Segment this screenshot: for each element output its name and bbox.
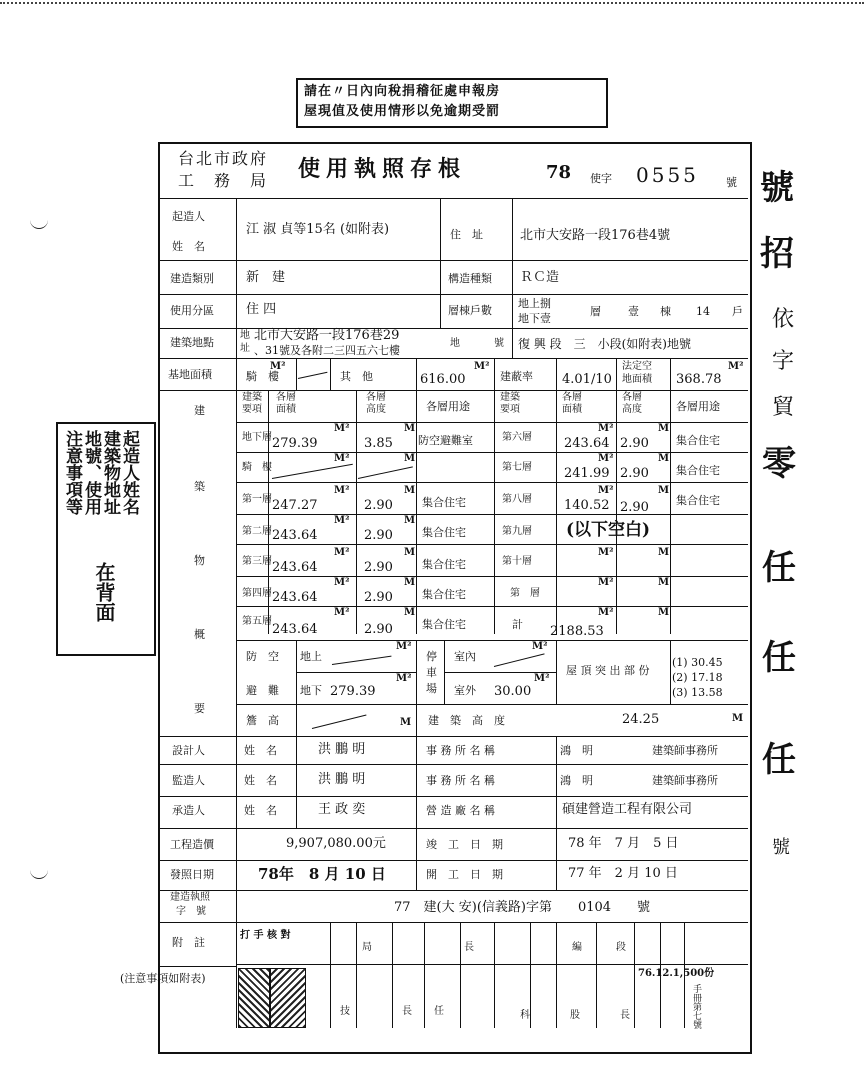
line xyxy=(416,828,417,890)
floor-height-unit: M xyxy=(404,485,416,496)
top-notice-line-2: 屋現值及使用情形以免逾期受罰 xyxy=(304,104,501,119)
line xyxy=(160,796,748,797)
header-use-left: 各層用途 xyxy=(426,400,470,413)
owner-address-value: 北市大安路一段176巷4號 xyxy=(520,228,671,243)
margin-char: 任 xyxy=(762,548,796,588)
location-label: 建築地點 xyxy=(170,336,214,349)
shelter-below-unit: M² xyxy=(396,673,412,684)
header-item-right: 建築要項 xyxy=(500,392,520,415)
location-address-1: 北市大安路一段176巷29 xyxy=(254,328,400,343)
header-area-left: 各層面積 xyxy=(276,392,296,415)
location-address-2: 、31號及各附二三四五六七樓 xyxy=(254,344,400,357)
line xyxy=(236,640,748,641)
floor-area-unit: M² xyxy=(598,577,614,588)
cost-value: 9,907,080.00元 xyxy=(286,836,386,851)
issue-value: 78年 8 月 10 日 xyxy=(258,865,386,883)
line xyxy=(160,294,748,295)
contractor-company-label: 營 造 廠 名 稱 xyxy=(426,804,495,817)
roof-value-2: (2) 17.18 xyxy=(672,671,723,684)
floor-area-unit: M² xyxy=(334,423,350,434)
issue-label: 發照日期 xyxy=(170,868,214,881)
line xyxy=(670,390,671,634)
building-side-label-4: 概 xyxy=(194,628,205,641)
start-label: 開 工 日 期 xyxy=(426,868,503,881)
floor-name: 第九層 xyxy=(502,526,532,537)
remarks-cell: 長 xyxy=(620,1010,630,1021)
legal-value: 368.78 xyxy=(676,372,722,387)
designer-office-name: 鴻 明 xyxy=(560,744,593,757)
land-number-label: 號 xyxy=(494,338,504,349)
top-notice-stamp xyxy=(296,78,608,128)
line xyxy=(670,358,671,390)
floor-height-unit: M xyxy=(658,607,670,618)
building-side-label-1: 建 xyxy=(194,404,205,417)
contractor-role: 承造人 xyxy=(172,804,205,817)
land-label: 地 xyxy=(450,338,460,349)
contractor-company-name: 碩建營造工程有限公司 xyxy=(562,802,693,817)
line xyxy=(160,890,748,891)
floor-area: 2188.53 xyxy=(550,624,604,639)
floors-unit: 層 xyxy=(590,305,601,318)
line xyxy=(512,260,513,294)
line xyxy=(296,736,297,828)
left-stamp-col-5: 在背面 xyxy=(92,562,116,622)
floor-height: 3.85 xyxy=(364,436,393,451)
floors-below: 地下壹 xyxy=(518,312,551,325)
line xyxy=(296,704,297,736)
zone-label: 使用分區 xyxy=(170,304,214,317)
line xyxy=(512,198,513,260)
left-stamp-col-2: 地號、使用 xyxy=(81,430,101,515)
floor-height: 2.90 xyxy=(364,528,393,543)
building-side-label-3: 物 xyxy=(194,554,205,567)
top-notice-line-1: 請在〃日內向稅捐稽征處申報房 xyxy=(304,84,501,99)
floor-area: 243.64 xyxy=(272,622,318,637)
owner-label-top: 起造人 xyxy=(172,210,205,223)
line xyxy=(556,358,557,390)
designer-name: 洪 鵬 明 xyxy=(318,742,366,757)
line xyxy=(296,358,297,390)
seal-stamp-2 xyxy=(270,968,306,1028)
shelter-below-label: 地下 xyxy=(300,684,322,697)
floor-height-unit: M xyxy=(658,423,670,434)
line xyxy=(160,860,748,861)
cost-label: 工程造價 xyxy=(170,838,214,851)
line xyxy=(670,640,671,704)
floor-height: 2.90 xyxy=(364,622,393,637)
margin-char: 字 xyxy=(772,349,795,374)
header-item-left: 建築要項 xyxy=(242,392,262,415)
floor-use: 集合住宅 xyxy=(422,496,466,509)
parking-indoor-label: 室內 xyxy=(454,650,476,663)
zone-value: 住 四 xyxy=(246,302,277,317)
line xyxy=(440,198,441,260)
floor-area-unit: M² xyxy=(598,485,614,496)
other-label: 其 他 xyxy=(340,370,373,383)
margin-char: 零 xyxy=(762,444,796,484)
line xyxy=(416,390,417,634)
agency-line-1: 台北市政府 xyxy=(178,149,269,168)
header-use-right: 各層用途 xyxy=(676,400,720,413)
line xyxy=(512,328,513,358)
structure-value: ＲＣ造 xyxy=(520,270,560,285)
floor-area-unit: M² xyxy=(334,547,350,558)
type-value: 新 建 xyxy=(246,270,286,285)
floor-area: 241.99 xyxy=(564,466,610,481)
line xyxy=(236,452,494,453)
line xyxy=(634,922,635,1028)
line xyxy=(416,640,417,704)
floor-name: 第二層 xyxy=(242,526,272,537)
line xyxy=(494,358,495,390)
form-number-suffix: 號 xyxy=(726,176,737,189)
completion-label: 竣 工 日 期 xyxy=(426,838,503,851)
line xyxy=(616,390,617,634)
margin-char: 號 xyxy=(772,837,790,858)
line xyxy=(556,640,557,704)
building-unit: 棟 xyxy=(660,305,671,318)
coverage-value: 4.01/10 xyxy=(562,372,612,387)
line xyxy=(356,390,357,634)
line xyxy=(556,922,557,1028)
line xyxy=(160,828,748,829)
floor-height: 2.90 xyxy=(364,498,393,513)
floor-height-unit: M xyxy=(404,577,416,588)
left-margin-mark xyxy=(30,216,48,229)
shelter-label: 防 空 xyxy=(246,650,279,663)
designer-name-label: 姓 名 xyxy=(244,744,277,757)
line xyxy=(416,736,417,828)
floor-use: 集合住宅 xyxy=(422,526,466,539)
line xyxy=(236,544,494,545)
floor-area-unit: M² xyxy=(334,485,350,496)
floor-area: 243.64 xyxy=(564,436,610,451)
other-value: 616.00 xyxy=(420,372,466,387)
floor-height-unit: M xyxy=(404,607,416,618)
floors-label: 層棟戶數 xyxy=(448,304,492,317)
floor-area: 247.27 xyxy=(272,498,318,513)
floor-use: 集合住宅 xyxy=(676,494,720,507)
parking-outdoor-value: 30.00 xyxy=(494,684,532,699)
floor-name: 騎 樓 xyxy=(242,462,272,473)
line xyxy=(440,294,441,328)
line xyxy=(160,390,748,391)
owner-address-label: 住 址 xyxy=(450,228,483,241)
seal-stamp-1 xyxy=(238,968,270,1028)
line xyxy=(494,576,748,577)
floor-height-unit: M xyxy=(404,547,416,558)
shelter-above-unit: M² xyxy=(396,641,412,652)
structure-label: 構造種類 xyxy=(448,272,492,285)
floor-name: 第 層 xyxy=(510,588,540,599)
form-title: 使用執照存根 xyxy=(298,156,467,182)
remarks-cell: 長 xyxy=(464,942,474,953)
line xyxy=(236,198,237,1028)
line xyxy=(494,390,495,634)
supervisor-office-label: 事 務 所 名 稱 xyxy=(426,774,495,787)
line xyxy=(460,922,461,1028)
type-label: 建造類別 xyxy=(170,272,214,285)
line xyxy=(616,358,617,390)
line xyxy=(236,482,494,483)
left-stamp-col-1: 注意事項等 xyxy=(62,430,82,515)
floor-height: 2.90 xyxy=(620,500,649,515)
building-side-label-2: 築 xyxy=(194,480,205,493)
line xyxy=(424,922,425,1028)
remarks-cell: 任 xyxy=(434,1006,444,1017)
remarks-cell: 股 xyxy=(570,1010,580,1021)
floor-name: 第四層 xyxy=(242,588,272,599)
start-value: 77 年 2 月 10 日 xyxy=(568,866,678,881)
floor-name: 第七層 xyxy=(502,462,532,473)
eave-label: 簷 高 xyxy=(246,714,279,727)
line xyxy=(160,966,236,967)
floor-area-unit: M² xyxy=(598,607,614,618)
supervisor-office-name: 鴻 明 xyxy=(560,774,593,787)
floor-use: 防空避難室 xyxy=(418,434,473,447)
floor-area: 279.39 xyxy=(272,436,318,451)
permit-label-1: 建造執照 xyxy=(170,892,210,903)
remarks-cell: 技 xyxy=(340,1006,350,1017)
permit-label-2: 字 號 xyxy=(176,906,206,917)
line xyxy=(512,294,513,328)
line xyxy=(494,922,495,1028)
floor-height: 2.90 xyxy=(364,560,393,575)
remarks-side-note: 手冊第七號 xyxy=(691,984,701,1029)
floor-name: 第六層 xyxy=(502,432,532,443)
owner-value: 江 淑 貞等15名 (如附表) xyxy=(246,222,390,237)
parking-indoor-unit: M² xyxy=(532,641,548,652)
floor-area-unit: M² xyxy=(334,607,350,618)
parking-label-2: 車 xyxy=(426,666,437,679)
floor-area-unit: M² xyxy=(598,423,614,434)
line xyxy=(556,736,557,828)
parking-outdoor-unit: M² xyxy=(534,673,550,684)
building-side-label-5: 要 xyxy=(194,702,205,715)
header-area-right: 各層面積 xyxy=(562,392,582,415)
line xyxy=(494,482,748,483)
line xyxy=(596,922,597,1028)
remarks-stamp-row: 打 手 核 對 xyxy=(240,930,291,941)
floor-area-unit: M² xyxy=(334,577,350,588)
floor-name: 第十層 xyxy=(502,556,532,567)
header-height-left: 各層高度 xyxy=(366,392,386,415)
evac-label: 避 難 xyxy=(246,684,279,697)
floor-height-unit: M xyxy=(658,547,670,558)
arcade-label: 騎 樓 xyxy=(246,370,279,383)
roof-value-3: (3) 13.58 xyxy=(672,686,723,699)
legal-label-1: 法定空 xyxy=(622,361,652,372)
left-stamp-col-4: 起造人姓名 xyxy=(119,430,139,515)
blank-note: (以下空白) xyxy=(566,520,651,540)
line xyxy=(494,452,748,453)
remarks-cell: 局 xyxy=(362,942,372,953)
coverage-label: 建蔽率 xyxy=(500,370,533,383)
building-count: 壹 xyxy=(628,305,639,318)
legal-label-2: 地面積 xyxy=(622,374,652,385)
line xyxy=(392,922,393,1028)
floor-height-unit: M xyxy=(404,515,416,526)
line xyxy=(494,514,748,515)
floor-area: 243.64 xyxy=(272,560,318,575)
remarks-copies: 76.12.1,500份 xyxy=(638,968,715,979)
margin-char: 招 xyxy=(760,234,794,274)
form-year: 78 xyxy=(546,162,572,183)
floor-name: 第一層 xyxy=(242,494,272,505)
contractor-name: 王 政 奕 xyxy=(318,802,366,817)
line xyxy=(416,358,417,390)
floor-area-unit: M² xyxy=(598,453,614,464)
line xyxy=(416,704,417,736)
floor-use: 集合住宅 xyxy=(676,464,720,477)
line xyxy=(160,198,748,199)
line xyxy=(236,704,748,705)
floor-area-unit: M² xyxy=(334,515,350,526)
supervisor-name-label: 姓 名 xyxy=(244,774,277,787)
completion-value: 78 年 7 月 5 日 xyxy=(568,836,679,851)
margin-char: 依 xyxy=(772,307,795,332)
left-stamp-col-3: 建築物地址 xyxy=(100,430,120,515)
permit-value: 77 建(大 安)(信義路)字第 0104 號 xyxy=(394,900,651,915)
floor-height-unit: M xyxy=(404,423,416,434)
line xyxy=(440,260,441,294)
supervisor-role: 監造人 xyxy=(172,774,205,787)
line xyxy=(330,922,331,1028)
floor-use: 集合住宅 xyxy=(422,618,466,631)
top-edge-scan-line xyxy=(0,2,864,4)
land-value: 復 興 段 三 小段(如附表)地號 xyxy=(518,337,691,351)
owner-label-bottom: 姓 名 xyxy=(172,240,205,253)
line xyxy=(160,358,748,359)
floor-name: 第八層 xyxy=(502,494,532,505)
floor-name: 地下層 xyxy=(242,432,272,443)
floor-height: 2.90 xyxy=(364,590,393,605)
floor-height-unit: M xyxy=(658,577,670,588)
parking-label-1: 停 xyxy=(426,650,437,663)
line xyxy=(530,922,531,1028)
line xyxy=(556,390,557,634)
roof-value-1: (1) 30.45 xyxy=(672,656,723,669)
floor-name: 第三層 xyxy=(242,556,272,567)
designer-office-suffix: 建築師事務所 xyxy=(652,744,718,757)
agency-line-2: 工 務 局 xyxy=(178,171,269,190)
line xyxy=(236,964,748,965)
line xyxy=(160,260,748,261)
height-unit: M xyxy=(732,713,744,724)
height-value: 24.25 xyxy=(622,712,660,727)
floor-area: 243.64 xyxy=(272,528,318,543)
floor-area: 243.64 xyxy=(272,590,318,605)
height-label: 建 築 高 度 xyxy=(428,714,505,727)
left-margin-mark xyxy=(30,866,48,879)
remarks-cell: 編 xyxy=(572,942,582,953)
legal-unit: M² xyxy=(728,361,744,372)
designer-role: 設計人 xyxy=(172,744,205,757)
eave-unit: M xyxy=(400,717,412,728)
remarks-cell: 科 xyxy=(520,1010,530,1021)
floor-height: 2.90 xyxy=(620,466,649,481)
floor-height-unit: M xyxy=(404,453,416,464)
shelter-below-value: 279.39 xyxy=(330,684,376,699)
household-count: 14 xyxy=(696,305,710,318)
shelter-above-label: 地上 xyxy=(300,650,322,663)
floor-name: 第五層 xyxy=(242,616,272,627)
household-unit: 戶 xyxy=(732,305,743,318)
line xyxy=(330,358,331,390)
floor-area-unit: M² xyxy=(334,453,350,464)
line xyxy=(236,422,748,423)
floor-area: 140.52 xyxy=(564,498,610,513)
remarks-label: 附 註 xyxy=(172,936,205,949)
line xyxy=(236,576,494,577)
floor-name: 計 xyxy=(512,618,523,631)
line xyxy=(236,606,494,607)
supervisor-name: 洪 鵬 明 xyxy=(318,772,366,787)
roof-label: 屋 頂 突 出 部 份 xyxy=(566,664,650,677)
margin-char: 任 xyxy=(762,740,796,780)
form-number: 0555 xyxy=(636,163,699,187)
arcade-unit: M² xyxy=(270,361,286,372)
parking-label-3: 場 xyxy=(426,682,437,695)
header-height-right: 各層高度 xyxy=(622,392,642,415)
line xyxy=(236,514,494,515)
floor-use: 集合住宅 xyxy=(422,588,466,601)
floor-height: 2.90 xyxy=(620,436,649,451)
parking-outdoor-label: 室外 xyxy=(454,684,476,697)
line xyxy=(160,764,748,765)
margin-char: 任 xyxy=(762,638,796,678)
floors-above: 地上捌 xyxy=(518,297,551,310)
remarks-cell: 長 xyxy=(402,1006,412,1017)
remarks-cell: 段 xyxy=(616,942,626,953)
contractor-name-label: 姓 名 xyxy=(244,804,277,817)
other-unit: M² xyxy=(474,361,490,372)
floor-height-unit: M xyxy=(658,485,670,496)
margin-char: 貿 xyxy=(772,395,795,420)
left-notice-stamp xyxy=(56,422,156,656)
site-label: 基地面積 xyxy=(168,368,212,381)
margin-char: 號 xyxy=(760,168,794,208)
line xyxy=(160,736,748,737)
location-side-2: 址 xyxy=(240,343,250,354)
line xyxy=(160,328,748,329)
supervisor-office-suffix: 建築師事務所 xyxy=(652,774,718,787)
floor-use: 集合住宅 xyxy=(422,558,466,571)
form-code-prefix: 使字 xyxy=(590,172,612,185)
bottom-note: (注意事項如附表) xyxy=(120,972,206,985)
designer-office-label: 事 務 所 名 稱 xyxy=(426,744,495,757)
floor-area-unit: M² xyxy=(598,547,614,558)
floor-use: 集合住宅 xyxy=(676,434,720,447)
line xyxy=(494,606,748,607)
location-side-1: 地 xyxy=(240,330,250,341)
line xyxy=(556,828,557,890)
line xyxy=(494,544,748,545)
floor-height-unit: M xyxy=(658,453,670,464)
line xyxy=(356,922,357,1028)
